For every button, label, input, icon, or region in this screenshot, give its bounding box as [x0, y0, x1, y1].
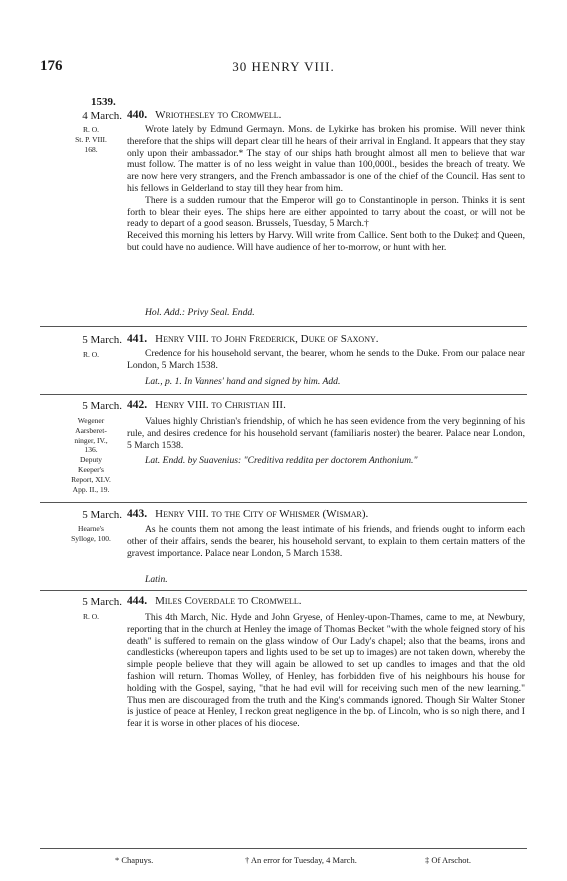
- entry-title: Henry VIII. to the City of Whismer (Wismar).: [155, 508, 369, 520]
- entry-date: 5 March.: [82, 596, 122, 608]
- footnote: ‡ Of Arschot.: [425, 855, 472, 865]
- entry-number: 444.: [127, 595, 148, 607]
- entry-body: [127, 524, 525, 559]
- entry-divider: [40, 590, 527, 591]
- entry-number: 441.: [127, 333, 148, 345]
- page-header: [0, 58, 567, 80]
- entry-heading: [127, 333, 379, 345]
- entry-number: 440.: [127, 109, 148, 121]
- entry-paragraph: Values highly Christian's friendship, of which he has seen evidence from the very beginning of his rule, and desires credence for his household servant (familiaris noster) the bearer. Palace near London, 5 March 1538.: [127, 416, 525, 451]
- year-label: 1539.: [91, 96, 116, 108]
- entry-title: Wriothesley to Cromwell.: [155, 109, 282, 121]
- entry-divider: [40, 502, 527, 503]
- entry-paragraph: This 4th March, Nic. Hyde and John Gryese, of Henley-upon-Thames, came to me, at Newbury, reporting that in the church at Henley the image of Thomas Becket "with the whole feigned story of his death" is suffered to remain on the glass window of Our Lady's chapel; also that the beams, irons and candlesticks (whereupon tapers and lights used to be set up to images) are not taken down, whereby the simple people believe that they will again be allowed to set up candles to images and that the old fashion will return. Thomas Wolley, of Henley, has forbidden five of his neighbours his house for holding with the Gospel, saying, "that he had evil will for receiving such men of the new learning." Thus men are discouraged from the truth and the King's commands ignored. Though Sir Walter Stoner is justice of peace at Henley, I reckon great negligence in the bp. of Lincoln, who is so nigh there, and I fear it is worse in other places of his diocese.: [127, 612, 525, 730]
- entry-body: [127, 612, 525, 730]
- entry-meta: Latin.: [145, 574, 168, 585]
- entry-title: Henry VIII. to Christian III.: [155, 399, 286, 411]
- entry-paragraph: There is a sudden rumour that the Emperor will go to Constantinople in person. Thinks it is sent forth to blear their eyes. The ships here are either appointed to tarry about the coast, or will not be ready to depart of a good season. Brussels, Tuesday, 5 March.†: [127, 194, 525, 230]
- footnote: * Chapuys.: [115, 855, 154, 865]
- entry-divider: [40, 326, 527, 327]
- entry-date: 4 March.: [82, 110, 122, 122]
- entry-title: Henry VIII. to John Frederick, Duke of Saxony.: [155, 333, 379, 345]
- entry-heading: [127, 109, 281, 121]
- entry-number: 443.: [127, 508, 148, 520]
- entry-meta: Lat. Endd. by Suavenius: "Creditiva reddita per doctorem Anthonium.": [145, 455, 418, 466]
- footnote: † An error for Tuesday, 4 March.: [245, 855, 357, 865]
- entry-heading: [127, 595, 302, 607]
- entry-paragraph: Credence for his household servant, the bearer, whom he sends to the Duke. From our palace near London, 5 March 1538.: [127, 348, 525, 371]
- entry-source: R. O.: [82, 350, 100, 359]
- entry-source: R. O.: [82, 612, 100, 621]
- entry-heading: [127, 399, 286, 411]
- entry-source: R. O. St. P. VIII. 168.: [75, 125, 107, 154]
- entry-meta: Hol. Add.: Privy Seal. Endd.: [145, 307, 255, 318]
- entry-body: [127, 124, 525, 254]
- entry-body: [127, 348, 525, 372]
- footnote-divider: [40, 848, 527, 849]
- entry-date: 5 March.: [82, 334, 122, 346]
- entry-body: [127, 416, 525, 451]
- entry-paragraph: Received this morning his letters by Harvy. Will write from Callice. Sent both to the Duke‡ and Queen, but could have no audience. Will have audience of her to-morrow, or hunt with her.: [127, 230, 525, 253]
- entry-date: 5 March.: [82, 509, 122, 521]
- entry-heading: [127, 508, 368, 520]
- entry-divider: [40, 394, 527, 395]
- entry-number: 442.: [127, 399, 148, 411]
- entry-paragraph: Wrote lately by Edmund Germayn. Mons. de Lykirke has broken his promise. Will never think therefore that the ships will depart clear till he hears of their arrival in England. It appears that they stay only upon their ambassador.* The stay of our ships hath brought almost all men to believe that war must follow. The matter is of no less weight in value than 100,000l., besides the breach of treaty. We are now here very strangers, and the French ambassador is one of the chief of the Council. Has sent to his fellows in Gelderland to stay till they hear from him.: [127, 124, 525, 194]
- entry-source: Hearne's Sylloge, 100.: [71, 524, 111, 543]
- page-number: 176: [40, 58, 63, 74]
- running-title: 30 HENRY VIII.: [232, 59, 335, 74]
- entry-date: 5 March.: [82, 400, 122, 412]
- entry-paragraph: As he counts them not among the least intimate of his friends, and friends ought to inform each other of their affairs, sends the bearer, his household servant, to explain to them certain matters of the gravest importance. Palace near London, 5 March 1538.: [127, 524, 525, 559]
- entry-meta: Lat., p. 1. In Vannes' hand and signed by him. Add.: [145, 376, 341, 387]
- entry-source: Wegener Aarsberet- ninger, IV., 136. Deputy Keeper's Report, XLV. App. II., 19.: [71, 416, 111, 494]
- entry-title: Miles Coverdale to Cromwell.: [155, 595, 302, 607]
